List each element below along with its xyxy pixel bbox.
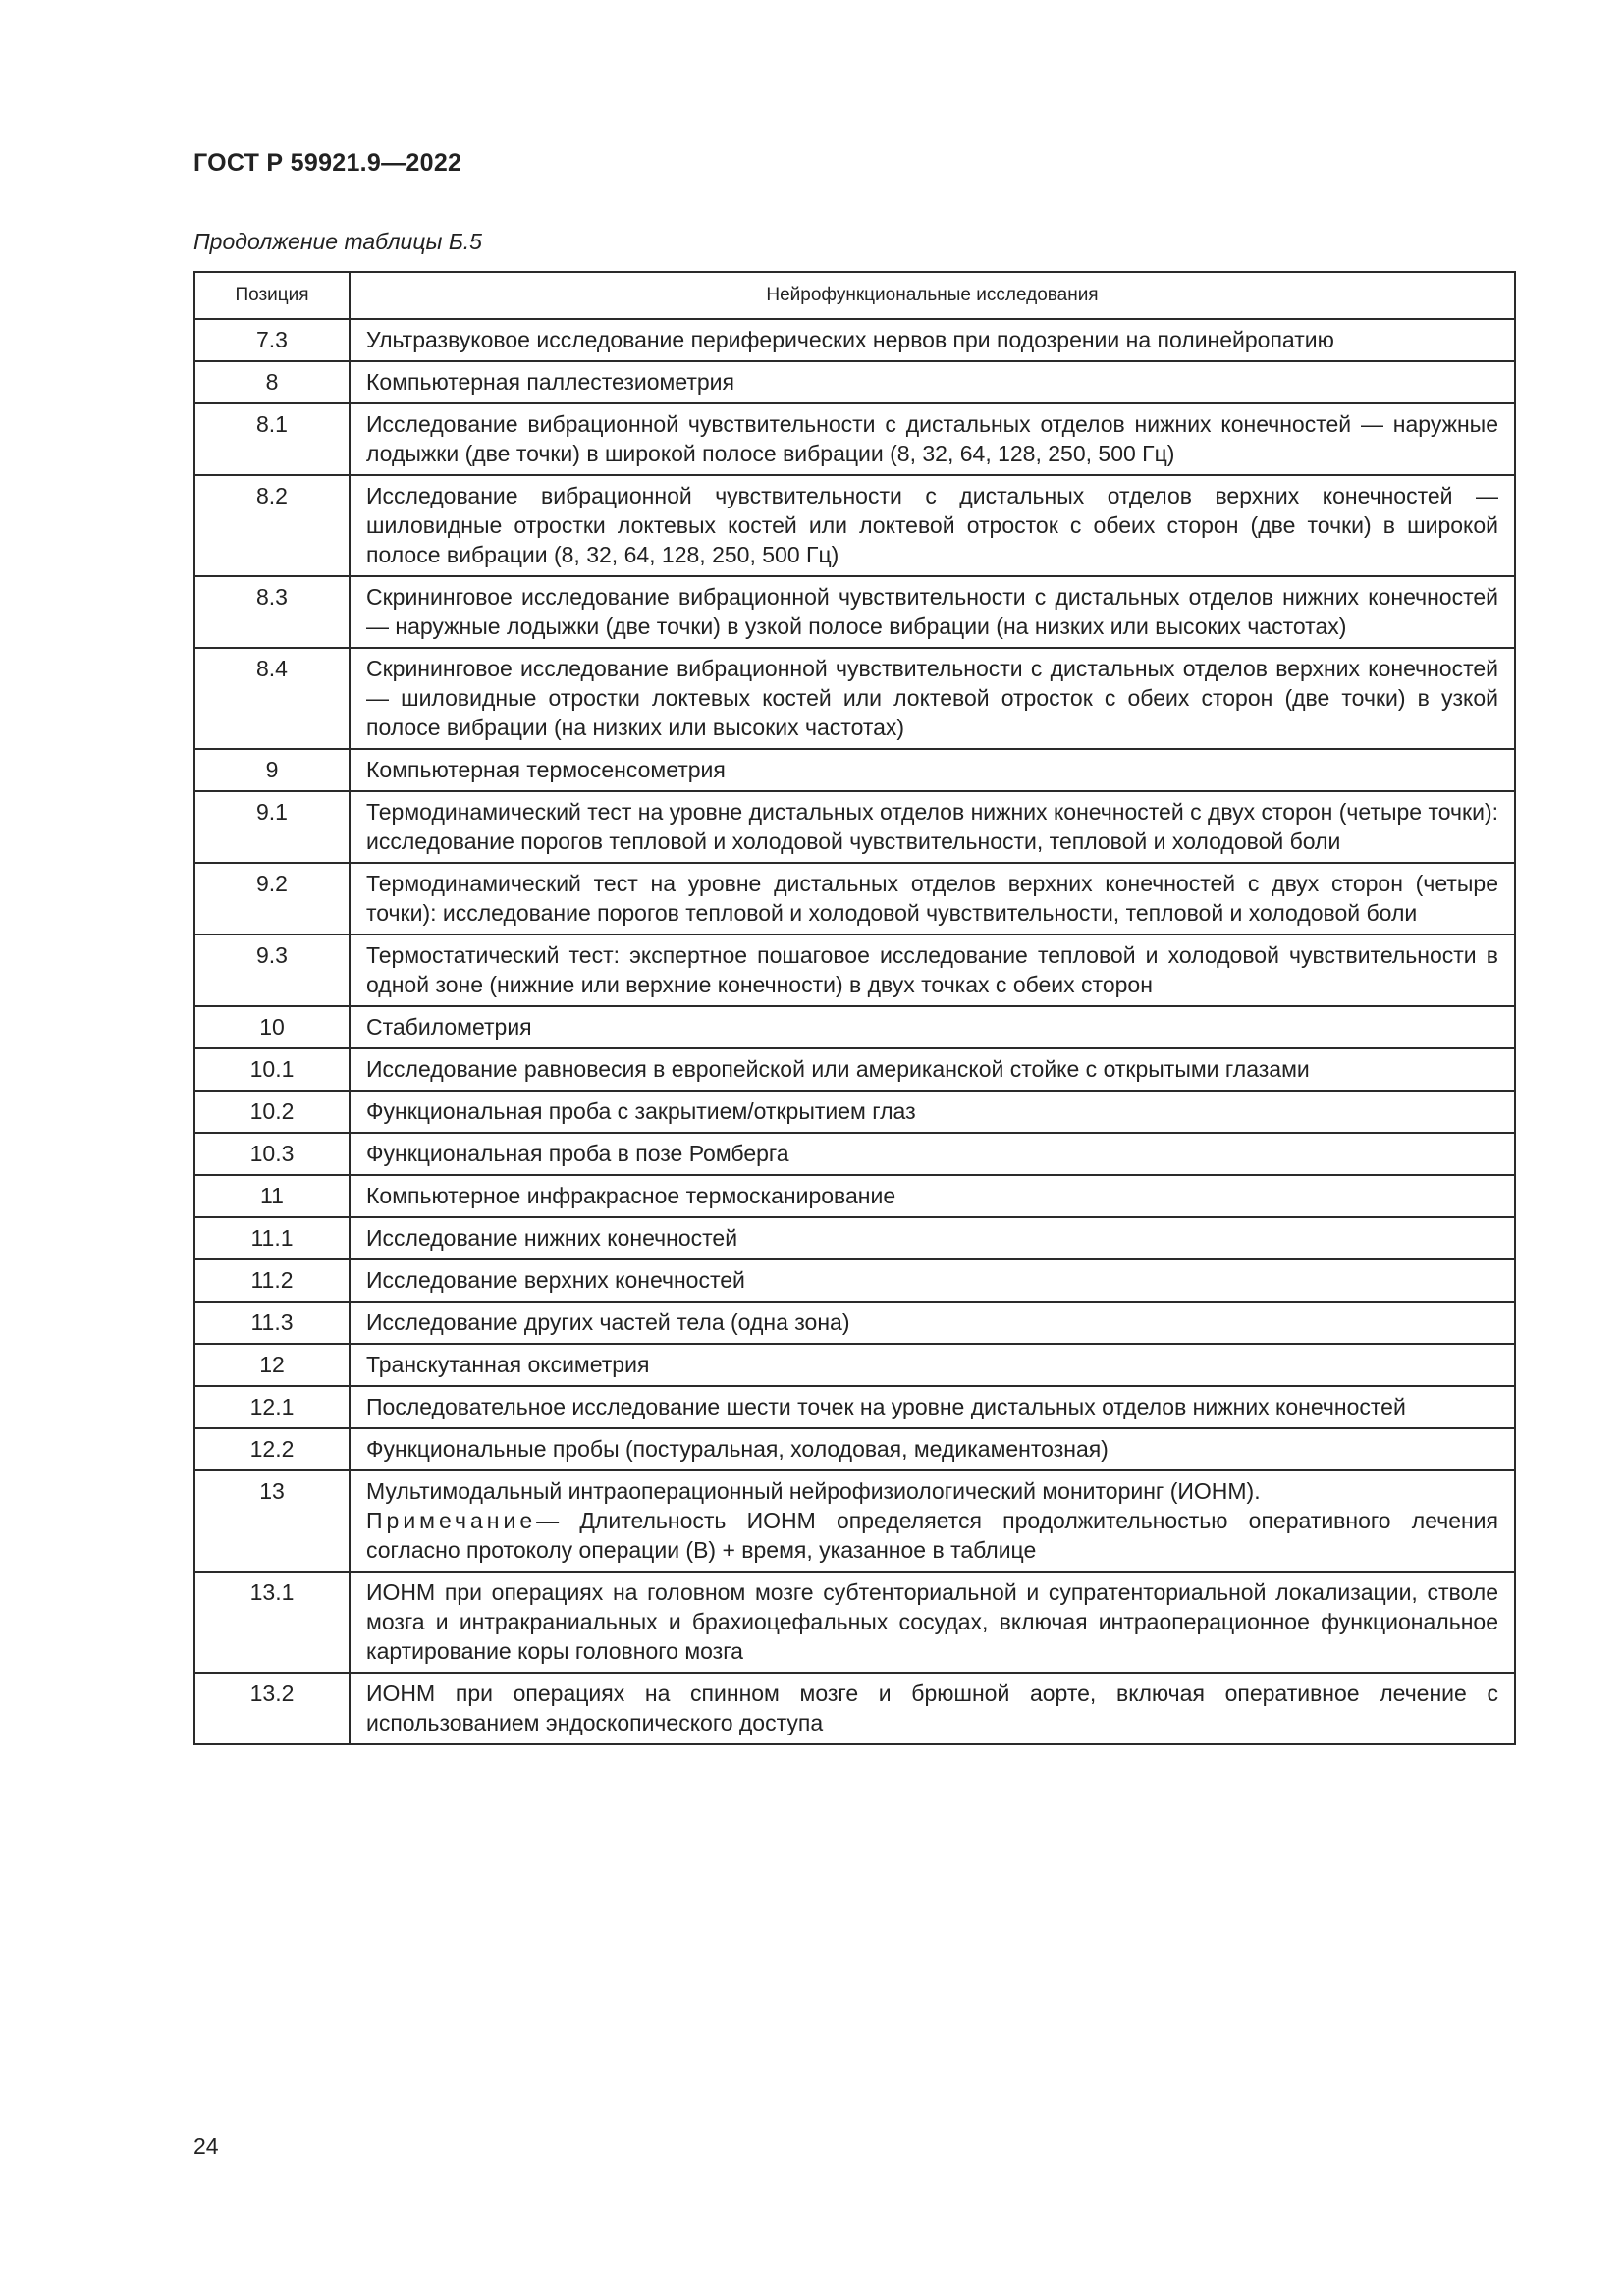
- table-row: [194, 1217, 1515, 1259]
- table-row: [194, 361, 1515, 403]
- row-description: Стабилометрия: [350, 1006, 1515, 1048]
- row-description: Исследование верхних конечностей: [350, 1259, 1515, 1302]
- table-row: [194, 576, 1515, 648]
- row-position: 12: [194, 1344, 350, 1386]
- specification-table: [193, 271, 1516, 1745]
- row-description: Термодинамический тест на уровне дистальных отделов нижних конечностей с двух сторон (четыре точки): исследование порогов тепловой и холодовой чувствительности, тепловой и холодовой боли: [350, 791, 1515, 863]
- row-position: 11.1: [194, 1217, 350, 1259]
- row-position: 7.3: [194, 319, 350, 361]
- row-position: 13.1: [194, 1572, 350, 1673]
- row-position: 10: [194, 1006, 350, 1048]
- row-description: Скрининговое исследование вибрационной чувствительности с дистальных отделов нижних конечностей — наружные лодыжки (две точки) в узкой полосе вибрации (на низких или высоких частотах): [350, 576, 1515, 648]
- table-row: [194, 1302, 1515, 1344]
- table-row: [194, 749, 1515, 791]
- row-description: ИОНМ при операциях на спинном мозге и брюшной аорте, включая оперативное лечение с использованием эндоскопического доступа: [350, 1673, 1515, 1744]
- table-row: [194, 1470, 1515, 1572]
- note-label: Примечание: [366, 1508, 537, 1533]
- row-position: 13.2: [194, 1673, 350, 1744]
- row-description: Исследование вибрационной чувствительности с дистальных отделов верхних конечностей — шиловидные отростки локтевых костей или локтевой отросток с обеих сторон (две точки) в широкой полосе вибрации (8, 32, 64, 128, 250, 500 Гц): [350, 475, 1515, 576]
- table-row: [194, 1133, 1515, 1175]
- row-description: Функциональные пробы (постуральная, холодовая, медикаментозная): [350, 1428, 1515, 1470]
- row-description: Транскутанная оксиметрия: [350, 1344, 1515, 1386]
- table-row: [194, 1673, 1515, 1744]
- row-position: 11: [194, 1175, 350, 1217]
- table-row: [194, 1428, 1515, 1470]
- row-position: 8.1: [194, 403, 350, 475]
- row-description: Последовательное исследование шести точек на уровне дистальных отделов нижних конечностей: [350, 1386, 1515, 1428]
- row-description: Компьютерная паллестезиометрия: [350, 361, 1515, 403]
- row-position: 8.2: [194, 475, 350, 576]
- table-row: [194, 648, 1515, 749]
- row-description: Скрининговое исследование вибрационной чувствительности с дистальных отделов верхних конечностей — шиловидные отростки локтевых костей или локтевой отросток с обеих сторон (две точки) в узкой полосе вибрации (на низких или высоких частотах): [350, 648, 1515, 749]
- table-row: [194, 475, 1515, 576]
- table-row: [194, 1386, 1515, 1428]
- row-description: Функциональная проба с закрытием/открытием глаз: [350, 1091, 1515, 1133]
- table-row: [194, 1175, 1515, 1217]
- row-position: 8.4: [194, 648, 350, 749]
- row-description: Мультимодальный интраоперационный нейрофизиологический мониторинг (ИОНМ).: [366, 1478, 1261, 1504]
- row-description: Исследование вибрационной чувствительности с дистальных отделов нижних конечностей — наружные лодыжки (две точки) в широкой полосе вибрации (8, 32, 64, 128, 250, 500 Гц): [350, 403, 1515, 475]
- row-position: 10.3: [194, 1133, 350, 1175]
- table-caption: Продолжение таблицы Б.5: [193, 229, 482, 254]
- row-position: 11.2: [194, 1259, 350, 1302]
- table-row: [194, 934, 1515, 1006]
- row-position: 13: [194, 1470, 350, 1572]
- row-description: Термостатический тест: экспертное пошаговое исследование тепловой и холодовой чувствительности в одной зоне (нижние или верхние конечности) в двух точках с обеих сторон: [350, 934, 1515, 1006]
- row-position: 8.3: [194, 576, 350, 648]
- note-text: — Длительность ИОНМ определяется продолжительностью оперативного лечения согласно протоколу операции (В) + время, указанное в таблице: [366, 1508, 1498, 1563]
- row-description: Компьютерное инфракрасное термосканирование: [350, 1175, 1515, 1217]
- column-header-position: Позиция: [194, 272, 350, 319]
- column-header-description: Нейрофункциональные исследования: [350, 272, 1515, 319]
- document-id: ГОСТ Р 59921.9—2022: [193, 149, 462, 177]
- table-row: [194, 1572, 1515, 1673]
- table-row: [194, 1048, 1515, 1091]
- row-description: Ультразвуковое исследование периферических нервов при подозрении на полинейропатию: [350, 319, 1515, 361]
- row-description: Исследование равновесия в европейской или американской стойке с открытыми глазами: [350, 1048, 1515, 1091]
- row-position: 9.1: [194, 791, 350, 863]
- row-position: 8: [194, 361, 350, 403]
- row-description: Функциональная проба в позе Ромберга: [350, 1133, 1515, 1175]
- table-row: [194, 863, 1515, 934]
- row-description: Термодинамический тест на уровне дистальных отделов верхних конечностей с двух сторон (четыре точки): исследование порогов тепловой и холодовой чувствительности, тепловой и холодовой боли: [350, 863, 1515, 934]
- table-row: [194, 319, 1515, 361]
- row-description: ИОНМ при операциях на головном мозге субтенториальной и супратенториальной локализации, стволе мозга и интракраниальных и брахиоцефальных сосудах, включая интраоперационное функциональное картирование коры головного мозга: [350, 1572, 1515, 1673]
- table-header-row: [194, 272, 1515, 319]
- row-position: 9: [194, 749, 350, 791]
- table-row: [194, 1006, 1515, 1048]
- table-row: [194, 791, 1515, 863]
- row-description: Компьютерная термосенсометрия: [350, 749, 1515, 791]
- row-description-with-note: [350, 1470, 1515, 1572]
- table-row: [194, 403, 1515, 475]
- table-row: [194, 1259, 1515, 1302]
- row-position: 9.2: [194, 863, 350, 934]
- row-position: 12.2: [194, 1428, 350, 1470]
- table-row: [194, 1344, 1515, 1386]
- table-row: [194, 1091, 1515, 1133]
- page-number: 24: [193, 2133, 219, 2159]
- row-note: [366, 1506, 1498, 1565]
- row-position: 12.1: [194, 1386, 350, 1428]
- row-position: 10.1: [194, 1048, 350, 1091]
- row-position: 10.2: [194, 1091, 350, 1133]
- row-description: Исследование нижних конечностей: [350, 1217, 1515, 1259]
- row-description: Исследование других частей тела (одна зона): [350, 1302, 1515, 1344]
- row-position: 9.3: [194, 934, 350, 1006]
- row-position: 11.3: [194, 1302, 350, 1344]
